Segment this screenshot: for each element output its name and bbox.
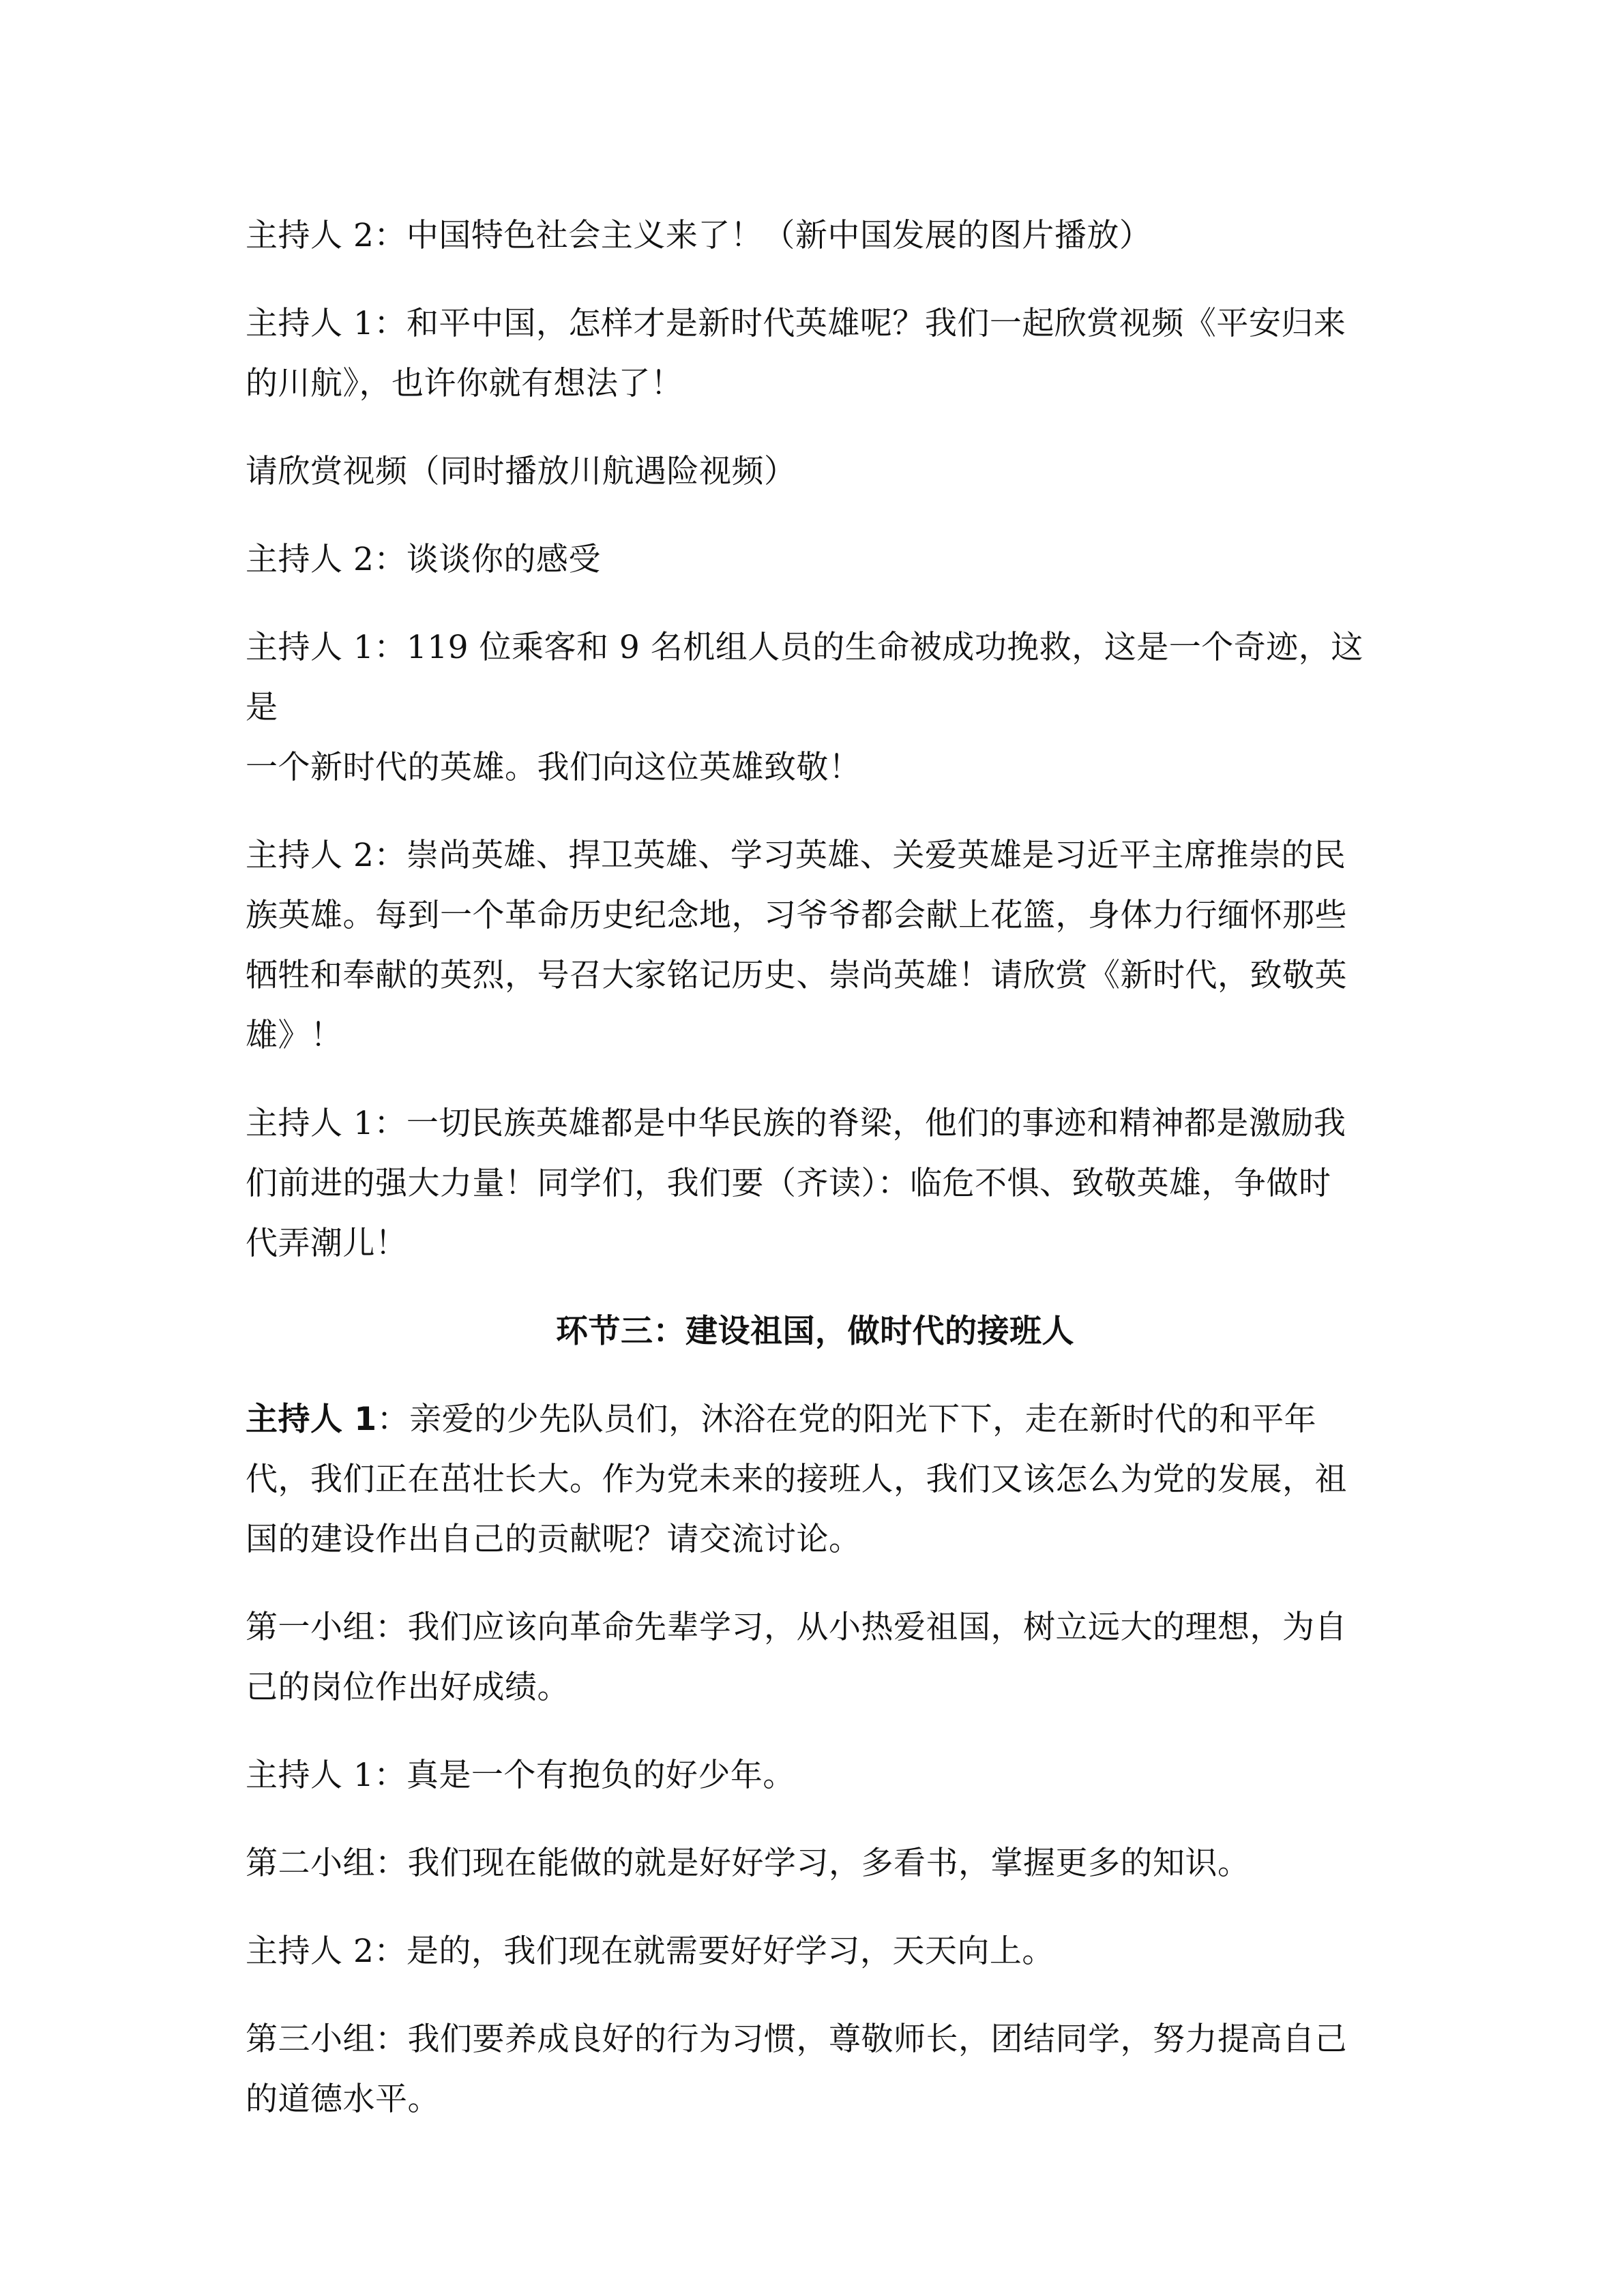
text-line: 主持人 1：119 位乘客和 9 名机组人员的生命被成功挽救，这是一个奇迹，这是 <box>246 629 1363 726</box>
text-line: 一个新时代的英雄。我们向这位英雄致敬！ <box>246 749 861 786</box>
text-line: 代，我们正在茁壮长大。作为党未来的接班人，我们又该怎么为党的发展，祖 <box>246 1461 1347 1498</box>
paragraph-watch-video <box>246 442 1385 502</box>
paragraph-host1-praise <box>246 1746 1385 1806</box>
text-line: 主持人 1：真是一个有抱负的好少年。 <box>246 1757 795 1794</box>
document-body <box>246 206 1385 2158</box>
text-line: 主持人 1：和平中国，怎样才是新时代英雄呢？我们一起欣赏视频《平安归来 <box>246 305 1346 342</box>
text-line <box>246 1390 1385 1450</box>
text-line: 国的建设作出自己的贡献呢？请交流讨论。 <box>246 1521 861 1558</box>
text-line: 第二小组：我们现在能做的就是好好学习，多看书，掌握更多的知识。 <box>246 1845 1250 1882</box>
text-line: 第三小组：我们要养成良好的行为习惯，尊敬师长，团结同学，努力提高自己 <box>246 2021 1347 2058</box>
text-line: 代弄潮儿！ <box>246 1225 408 1262</box>
paragraph-host2-feelings <box>246 530 1385 590</box>
text-line: 牺牲和奉献的英烈，号召大家铭记历史、崇尚英雄！请欣赏《新时代，致敬英 <box>246 957 1347 994</box>
paragraph-host2-heroes <box>246 826 1385 1066</box>
text-line: 主持人 2：崇尚英雄、捍卫英雄、学习英雄、关爱英雄是习近平主席推崇的民 <box>246 837 1346 874</box>
paragraph-host1-miracle <box>246 618 1385 798</box>
speaker-label: 主持人 1 <box>246 1401 377 1438</box>
text-line: 的道德水平。 <box>246 2081 440 2118</box>
paragraph-group2 <box>246 1834 1385 1894</box>
paragraph-group1 <box>246 1598 1385 1718</box>
text-line: 主持人 1：一切民族英雄都是中华民族的脊梁，他们的事迹和精神都是激励我 <box>246 1105 1346 1142</box>
text-line: 主持人 2：谈谈你的感受 <box>246 541 601 578</box>
text-line: 们前进的强大力量！同学们，我们要（齐读）：临危不惧、致敬英雄，争做时 <box>246 1165 1331 1202</box>
paragraph-section-intro <box>246 1390 1385 1570</box>
text-line: 主持人 2：中国特色社会主义来了！（新中国发展的图片播放） <box>246 217 1152 254</box>
paragraph-host1-video <box>246 294 1385 414</box>
text-line: 的川航》，也许你就有想法了！ <box>246 365 683 402</box>
text-line: 请欣赏视频（同时播放川航遇险视频） <box>246 453 797 490</box>
text-line: 第一小组：我们应该向革命先辈学习，从小热爱祖国，树立远大的理想，为自 <box>246 1609 1347 1646</box>
paragraph-host2-intro <box>246 206 1385 266</box>
text-line: 己的岗位作出好成绩。 <box>246 1669 570 1706</box>
section-heading: 环节三：建设祖国，做时代的接班人 <box>556 1313 1074 1350</box>
paragraph-group3 <box>246 2010 1385 2130</box>
text-line: 主持人 2：是的，我们现在就需要好好学习，天天向上。 <box>246 1933 1054 1970</box>
text-line: 雄》！ <box>246 1017 343 1054</box>
text-span: ：亲爱的少先队员们，沐浴在党的阳光下下，走在新时代的和平年 <box>377 1401 1317 1438</box>
paragraph-host1-backbone <box>246 1094 1385 1274</box>
paragraph-host2-study <box>246 1922 1385 1982</box>
text-line: 族英雄。每到一个革命历史纪念地，习爷爷都会献上花篮，身体力行缅怀那些 <box>246 897 1347 934</box>
